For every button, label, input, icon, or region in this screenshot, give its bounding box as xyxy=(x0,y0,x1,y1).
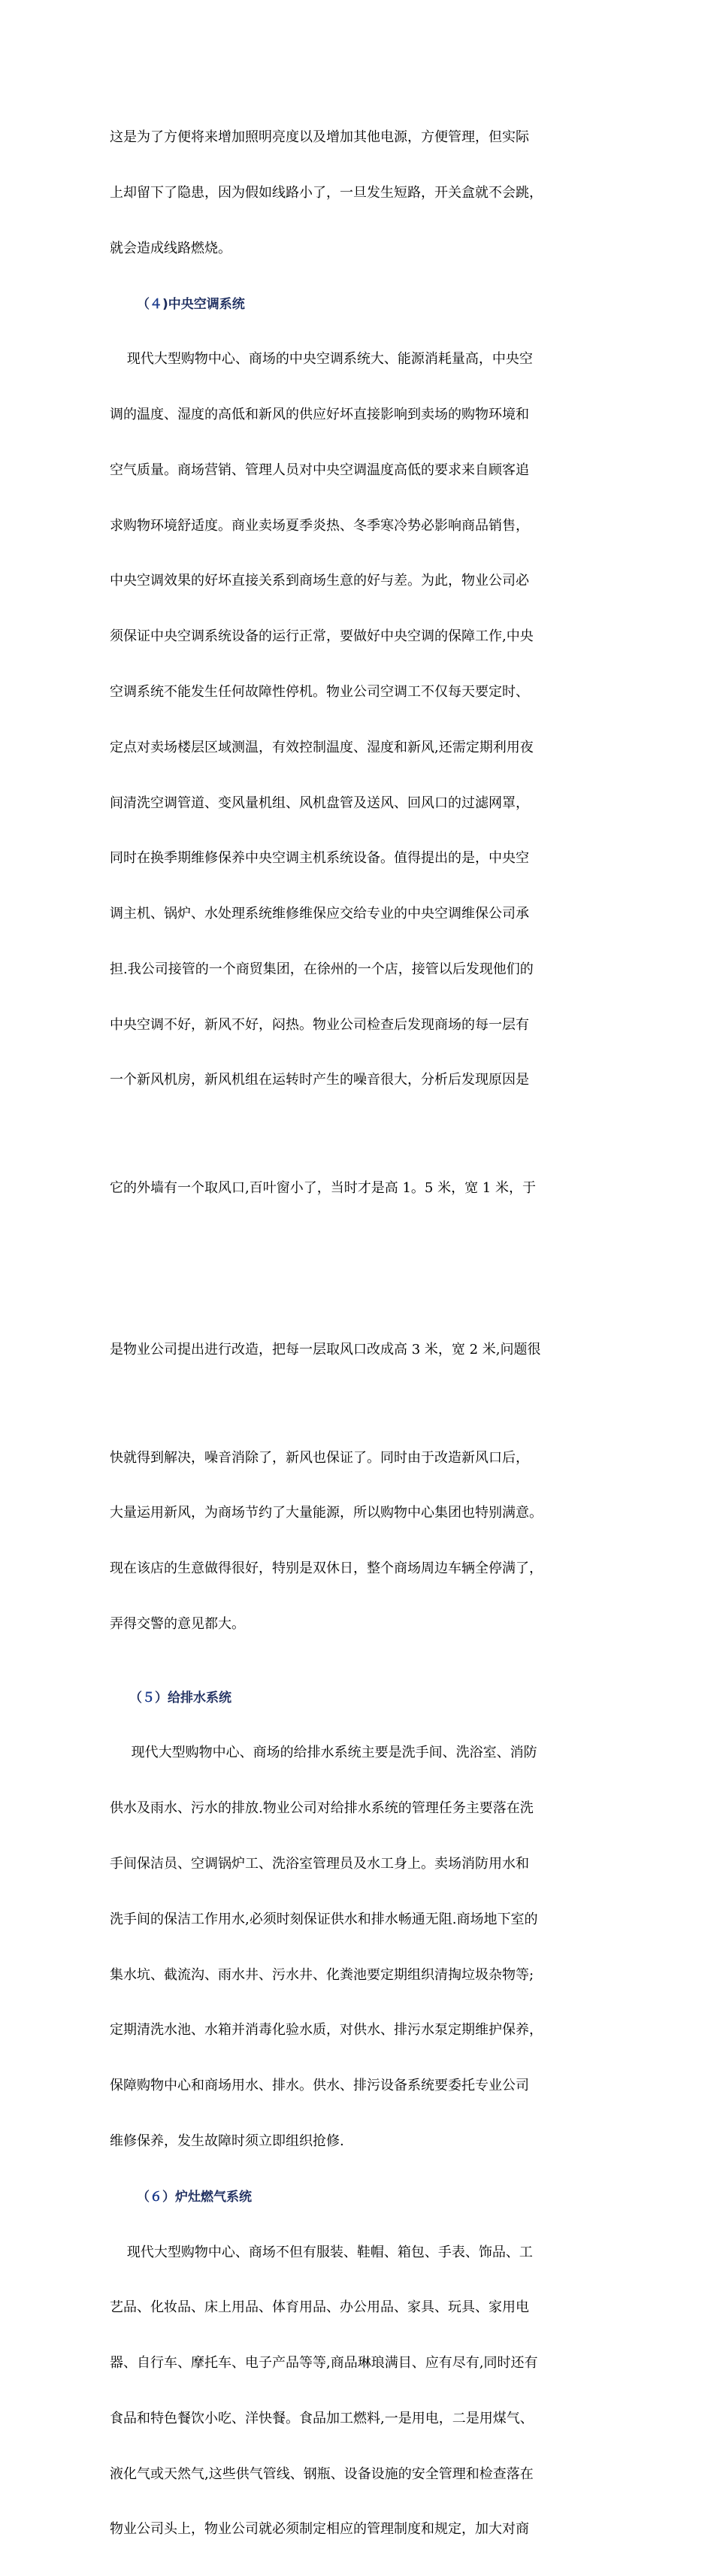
text-line: 手间保洁员、空调锅炉工、洗浴室管理员及水工身上。卖场消防用水和 xyxy=(110,1856,529,1872)
text-line: 快就得到解决，噪音消除了，新风也保证了。同时由于改造新风口后， xyxy=(110,1449,529,1466)
section-5-heading: （５）给排水系统 xyxy=(129,1690,231,1706)
text-line: 定点对卖场楼层区域测温，有效控制温度、湿度和新风,还需定期利用夜 xyxy=(110,739,534,755)
text-line: 它的外墙有一个取风口,百叶窗小了，当时才是高 1。5 米，宽 1 米，于 xyxy=(110,1180,536,1197)
text-line: 维修保养，发生故障时须立即组织抢修. xyxy=(110,2133,344,2149)
text-line: 现代大型购物中心、商场不但有服装、鞋帽、箱包、手表、饰品、工 xyxy=(110,2244,533,2260)
text-line: 弄得交警的意见都大。 xyxy=(110,1615,245,1632)
text-line: 现代大型购物中心、商场的中央空调系统大、能源消耗量高，中央空 xyxy=(110,351,533,368)
text-line: 中央空调不好，新风不好，闷热。物业公司检查后发现商场的每一层有 xyxy=(110,1016,529,1033)
text-line: 大量运用新风，为商场节约了大量能源，所以购物中心集团也特别满意。 xyxy=(110,1505,543,1521)
text-line: 间清洗空调管道、变风量机组、风机盘管及送风、回风口的过滤网罩， xyxy=(110,795,529,811)
text-line: 供水及雨水、污水的排放.物业公司对给排水系统的管理任务主要落在洗 xyxy=(110,1800,534,1817)
text-line: 洗手间的保洁工作用水,必须时刻保证供水和排水畅通无阻.商场地下室的 xyxy=(110,1911,538,1927)
text-line: 器、自行车、摩托车、电子产品等等,商品琳琅满目、应有尽有,同时还有 xyxy=(110,2355,538,2372)
text-line: 保障购物中心和商场用水、排水。供水、排污设备系统要委托专业公司 xyxy=(110,2078,529,2094)
text-line: 这是为了方便将来增加照明亮度以及增加其他电源，方便管理，但实际 xyxy=(110,129,529,146)
text-line: 一个新风机房，新风机组在运转时产生的噪音很大，分析后发现原因是 xyxy=(110,1072,529,1088)
intro-paragraph xyxy=(110,92,613,295)
text-line: 求购物环境舒适度。商业卖场夏季炎热、冬季寒冷势必影响商品销售， xyxy=(110,517,529,534)
text-line: 同时在换季期维修保养中央空调主机系统设备。值得提出的是，中央空 xyxy=(110,850,529,867)
text-line: 现在该店的生意做得很好，特别是双休日，整个商场周边车辆全停满了， xyxy=(110,1560,543,1577)
text-line: 是物业公司提出进行改造，把每一层取风口改成高 3 米，宽 2 米,问题很 xyxy=(110,1341,541,1358)
text-line: 就会造成线路燃烧。 xyxy=(110,240,231,256)
text-line: 液化气或天然气,这些供气管线、钢瓶、设备设施的安全管理和检查落在 xyxy=(110,2466,534,2482)
text-line: 物业公司头上，物业公司就必须制定相应的管理制度和规定，加大对商 xyxy=(110,2521,529,2538)
text-line: 中央空调效果的好坏直接关系到商场生意的好与差。为此，物业公司必 xyxy=(110,573,529,589)
text-line: 调的温度、湿度的高低和新风的供应好坏直接影响到卖场的购物环境和 xyxy=(110,407,529,423)
text-line: 艺品、化妆品、床上用品、体育用品、办公用品、家具、玩具、家用电 xyxy=(110,2299,529,2316)
text-line: 现代大型购物中心、商场的给排水系统主要是洗手间、洗浴室、消防 xyxy=(110,1745,537,1761)
section-4-heading: （４)中央空调系统 xyxy=(137,296,245,312)
text-line: 空气质量。商场营销、管理人员对中央空调温度高低的要求来自顾客追 xyxy=(110,462,529,478)
text-line: 定期清洗水池、水箱并消毒化验水质，对供水、排污水泵定期维护保养， xyxy=(110,2022,543,2039)
text-line: 担.我公司接管的一个商贸集团，在徐州的一个店，接管以后发现他们的 xyxy=(110,961,534,977)
section-6-paragraph xyxy=(110,2206,613,2576)
text-line: 空调系统不能发生任何故障性停机。物业公司空调工不仅每天要定时、 xyxy=(110,684,529,700)
text-line: 须保证中央空调系统设备的运行正常，要做好中央空调的保障工作,中央 xyxy=(110,628,534,645)
text-line: 调主机、锅炉、水处理系统维修维保应交给专业的中央空调维保公司承 xyxy=(110,906,529,922)
section-5-paragraph xyxy=(110,1707,613,2187)
text-line: 集水坑、截流沟、雨水井、污水井、化粪池要定期组织清掏垃圾杂物等; xyxy=(110,1966,534,1983)
section-6-heading: （６）炉灶燃气系统 xyxy=(137,2189,252,2205)
section-4-paragraph xyxy=(110,313,613,1671)
document-page xyxy=(110,92,613,2576)
text-line: 食品和特色餐饮小吃、洋快餐。食品加工燃料,一是用电，二是用煤气、 xyxy=(110,2410,534,2426)
text-line: 上却留下了隐患，因为假如线路小了，一旦发生短路，开关盒就不会跳， xyxy=(110,184,543,201)
